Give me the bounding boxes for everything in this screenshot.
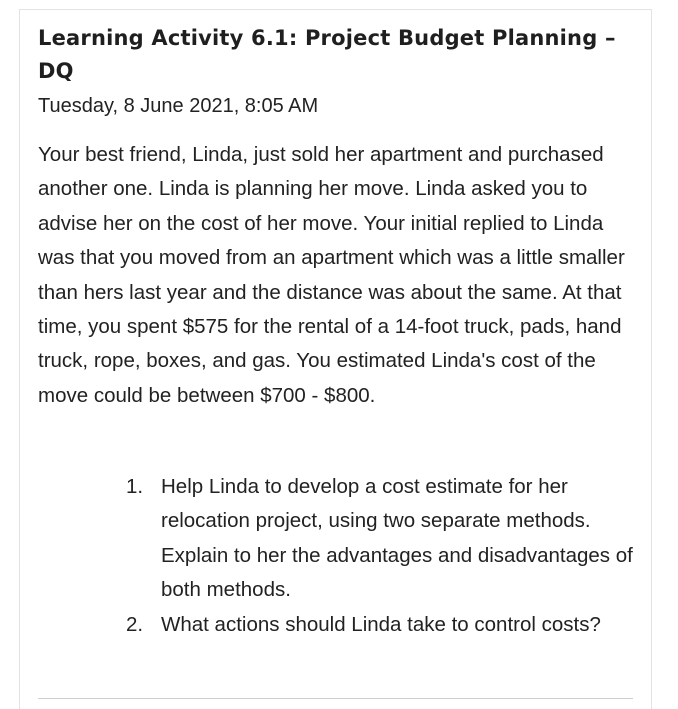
post-body: Your best friend, Linda, just sold her apartment and purchased another one. Linda is planning her move. Linda asked you to advise her on the cost of her move. Your initial replied to Linda was that you moved from an apartment which was a little smaller than hers last year and the distance was about the same. At that time, you spent $575 for the rental of a 14-foot truck, pads, hand truck, rope, boxes, and gas. You estimated Linda's cost of the move could be between $700 - $800. (38, 143, 625, 407)
list-item-text: What actions should Linda take to control costs? (161, 612, 601, 636)
question-list (126, 470, 636, 642)
list-item-number: 1. (126, 475, 144, 498)
list-item-text: Help Linda to develop a cost estimate for her relocation project, using two separate methods. Explain to her the advantages and disadvantages of both methods. (161, 475, 633, 602)
discussion-post (19, 9, 652, 709)
list-item (126, 608, 636, 642)
divider (38, 698, 633, 699)
list-item (126, 470, 636, 608)
post-date: Tuesday, 8 June 2021, 8:05 AM (38, 95, 319, 117)
post-title: Learning Activity 6.1: Project Budget Planning – DQ (38, 26, 616, 83)
list-item-number: 2. (126, 612, 144, 636)
